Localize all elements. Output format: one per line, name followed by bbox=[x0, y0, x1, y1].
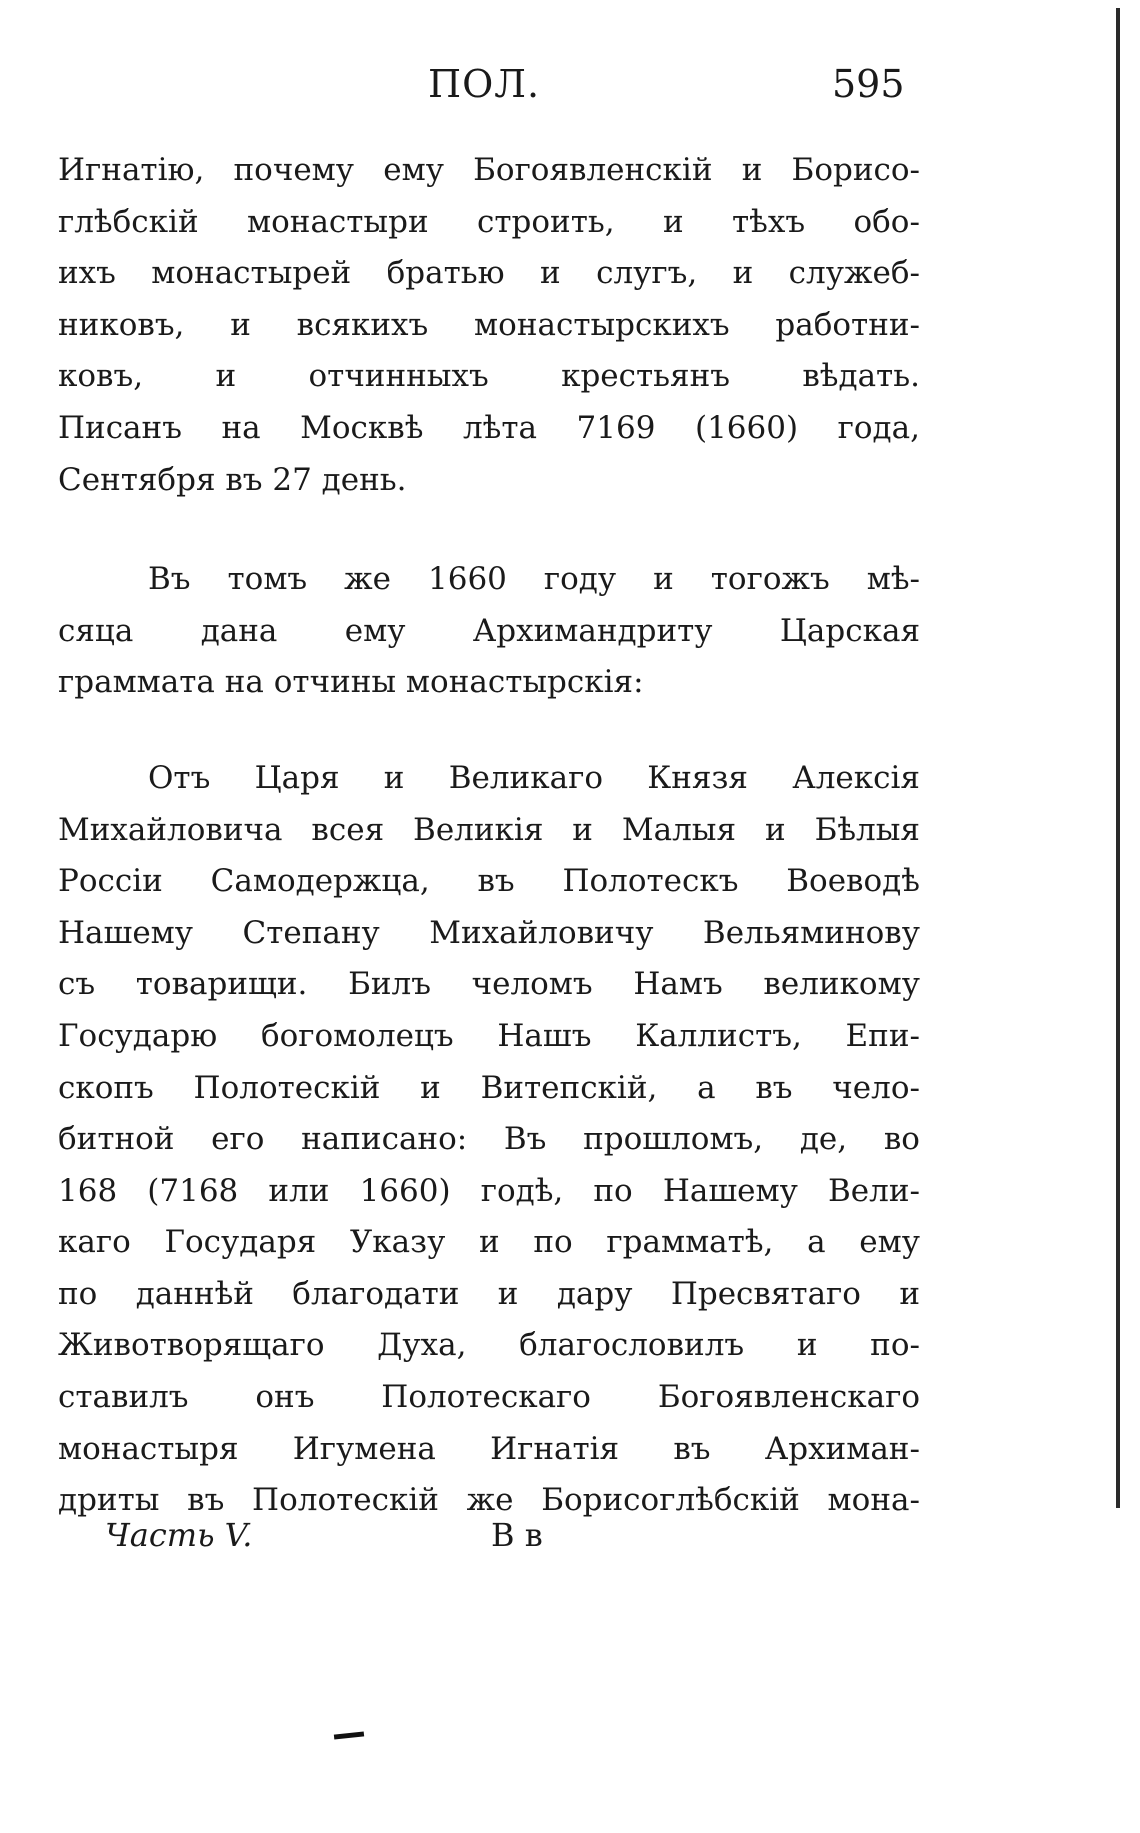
text-line: Писанъ на Москвѣ лѣта 7169 (1660) года, bbox=[58, 409, 920, 446]
text-line: съ товарищи. Билъ челомъ Намъ великому bbox=[58, 966, 920, 1003]
text-line: по даннѣй благодати и дару Пресвятаго и bbox=[58, 1275, 920, 1312]
text-line: Михайловича всея Великія и Малыя и Бѣлыя bbox=[58, 811, 920, 848]
page-header bbox=[0, 62, 1140, 122]
text-line: Сентября въ 27 день. bbox=[58, 461, 407, 498]
text-line: 168 (7168 или 1660) годѣ, по Нашему Вели- bbox=[58, 1172, 920, 1209]
running-head: ПОЛ. bbox=[428, 62, 541, 106]
text-line: дриты въ Полотескій же Борисоглѣбскій мона- bbox=[58, 1482, 920, 1519]
text-line: ихъ монастырей братью и слугъ, и служеб- bbox=[58, 255, 920, 292]
text-line: Отъ Царя и Великаго Князя Алексія bbox=[148, 759, 920, 796]
text-line: ставилъ онъ Полотескаго Богоявленскаго bbox=[58, 1379, 920, 1416]
text-line: Нашему Степану Михайловичу Вельяминову bbox=[58, 914, 920, 951]
paragraph-gap bbox=[58, 506, 920, 554]
text-line: граммата на отчины монастырскія: bbox=[58, 664, 644, 701]
text-line: сяца дана ему Архимандриту Царская bbox=[58, 612, 920, 649]
text-line: ковъ, и отчинныхъ крестьянъ вѣдать. bbox=[58, 358, 920, 395]
text-line: Въ томъ же 1660 году и тогожъ мѣ- bbox=[148, 561, 920, 598]
signature-mark: Часть V. bbox=[105, 1516, 253, 1554]
text-line: Государю богомолецъ Нашъ Каллистъ, Епи- bbox=[58, 1017, 920, 1054]
page-footer bbox=[105, 1516, 665, 1572]
text-line: Игнатію, почему ему Богоявленскій и Борисо- bbox=[58, 152, 920, 188]
text-line: Животворящаго Духа, благословилъ и по- bbox=[58, 1327, 920, 1364]
text-line: битной его написано: Въ прошломъ, де, во bbox=[58, 1121, 920, 1158]
text-line: каго Государя Указу и по грамматѣ, а ему bbox=[58, 1224, 920, 1261]
ink-dash-mark bbox=[334, 1731, 364, 1739]
text-line: монастыря Игумена Игнатія въ Архиман- bbox=[58, 1430, 920, 1467]
paragraph-gap bbox=[58, 709, 920, 753]
catchword: В в bbox=[491, 1516, 543, 1554]
text-line: глѣбскій монастыри строить, и тѣхъ обо- bbox=[58, 203, 920, 240]
page-edge-line bbox=[1116, 8, 1120, 1508]
text-line: никовъ, и всякихъ монастырскихъ работни- bbox=[58, 306, 920, 343]
page-body bbox=[58, 145, 920, 1527]
page-number: 595 bbox=[832, 62, 905, 106]
text-line: скопъ Полотескій и Витепскій, а въ чело- bbox=[58, 1069, 920, 1106]
text-line: Россіи Самодержца, въ Полотескъ Воеводѣ bbox=[58, 863, 920, 900]
